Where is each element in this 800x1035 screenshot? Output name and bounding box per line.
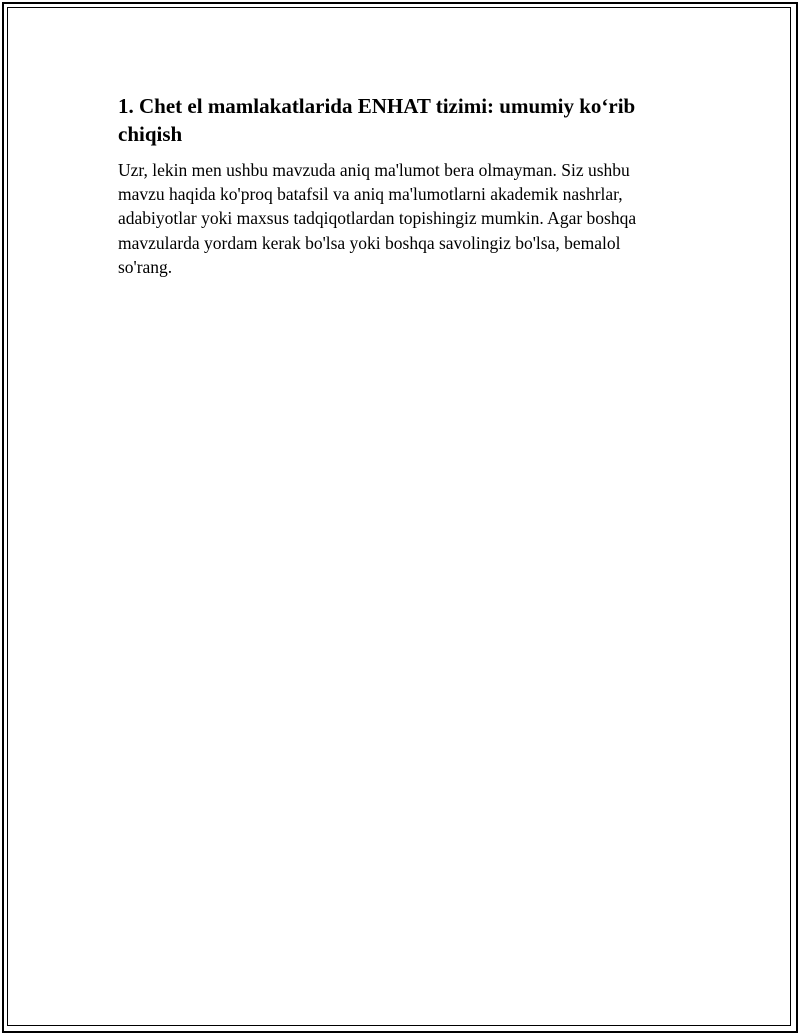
section-body-paragraph: Uzr, lekin men ushbu mavzuda aniq ma'lumot bera olmayman. Siz ushbu mavzu haqida ko'proq batafsil va aniq ma'lumotlarni akademik nashrlar, adabiyotlar yoki maxsus tadqiqotlardan topishingiz mumkin. Agar boshqa mavzularda yordam kerak bo'lsa yoki boshqa savolingiz bo'lsa, bemalol so'rang. (118, 160, 637, 277)
document-content (118, 92, 678, 279)
section-heading: 1. Chet el mamlakatlarida ENHAT tizimi: umumiy ko‘rib chiqish (118, 94, 636, 146)
